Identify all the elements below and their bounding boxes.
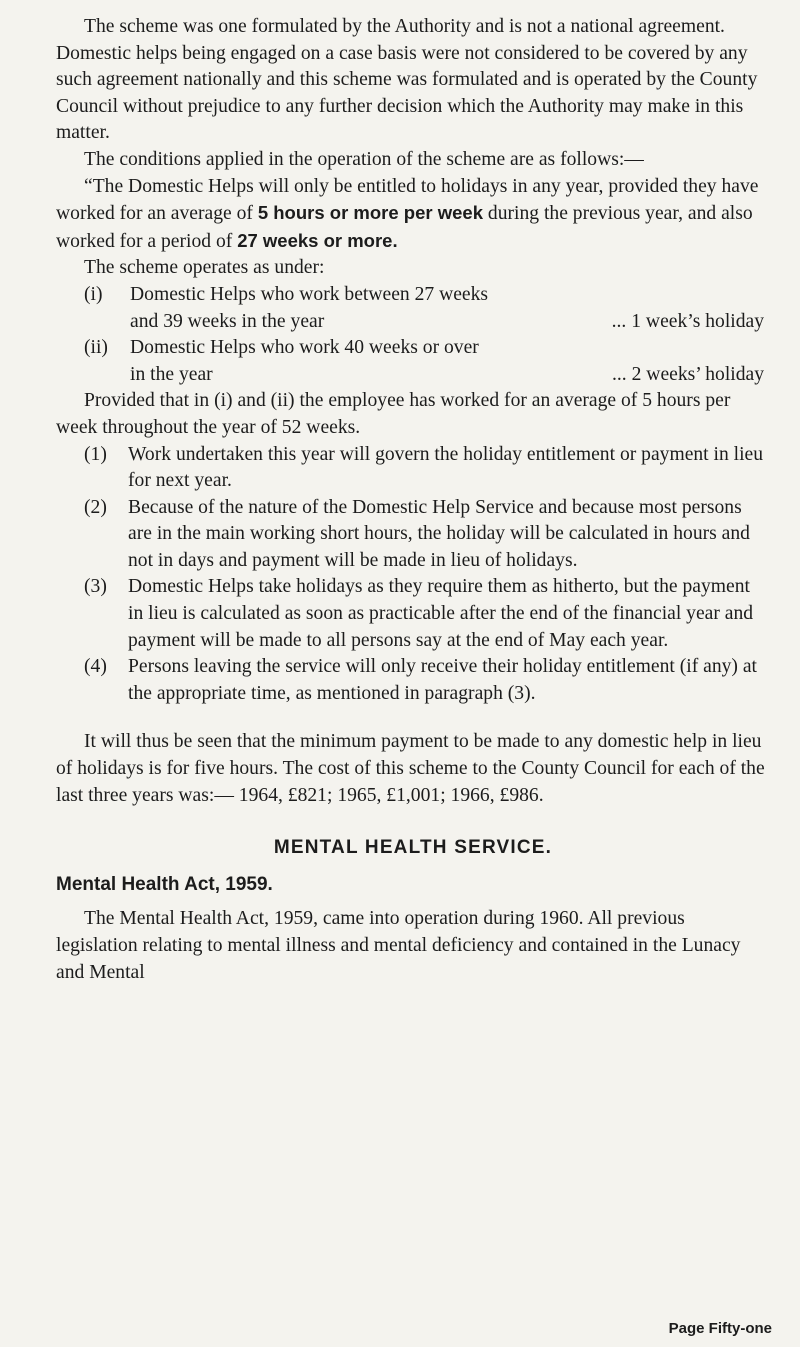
numbered-item xyxy=(56,574,770,654)
schedule-number: (i) xyxy=(84,283,103,305)
schedule-number: (ii) xyxy=(84,337,108,359)
section-heading: MENTAL HEALTH SERVICE. xyxy=(273,837,553,859)
schedule-holiday: ... 1 week’s holiday xyxy=(611,310,764,332)
numbered-item xyxy=(56,442,770,495)
paragraph-mental-health: The Mental Health Act, 1959, came into operation during 1960. All previous legislation relating to mental illness and mental deficiency and contained in the Lunacy and Mental xyxy=(56,908,741,983)
item-text: Persons leaving the service will only receive their holiday entitlement (if any) at the appropriate time, as mentioned in paragraph (3). xyxy=(128,656,757,704)
spacer xyxy=(56,707,770,729)
paragraph-cost: It will thus be seen that the minimum payment to be made to any domestic help in lieu of holidays is for five hours. The cost of this scheme to the County Council for each of the last three years was:— 1964, £821; 1965, £1,001; 1966, £986. xyxy=(56,731,765,806)
item-text: Work undertaken this year will govern the holiday entitlement or payment in lieu for next year. xyxy=(128,443,764,492)
page-number: Page Fifty-one xyxy=(668,1320,772,1337)
numbered-item xyxy=(56,654,770,707)
paragraph-operates-intro: The scheme operates as under: xyxy=(84,257,325,279)
page-body xyxy=(56,14,770,986)
schedule-line: Domestic Helps who work 40 weeks or over xyxy=(130,337,479,359)
schedule-item xyxy=(56,335,770,388)
item-text: Domestic Helps take holidays as they require them as hitherto, but the payment in lieu is calculated as soon as practicable after the end of the financial year and payment will be made to all persons say at the end of May each year. xyxy=(128,576,754,651)
entitlement-bold-weeks: 27 weeks or more. xyxy=(237,229,398,251)
item-text: Because of the nature of the Domestic Help Service and because most persons are in the main working short hours, the holiday will be calculated in hours and not in days and payment will be made in lieu of holidays. xyxy=(128,496,750,571)
entitlement-text-2: during the previous year, and also worked for a period of xyxy=(56,203,753,252)
item-number: (2) xyxy=(84,496,107,518)
item-number: (1) xyxy=(84,443,107,465)
item-number: (4) xyxy=(84,656,107,678)
entitlement-text-1: “The Domestic Helps will only be entitled to holidays in any year, provided they have worked for an average of xyxy=(56,175,759,225)
schedule-line: in the year xyxy=(130,363,213,385)
numbered-item xyxy=(56,495,770,575)
schedule-holiday: ... 2 weeks’ holiday xyxy=(612,363,764,385)
item-number: (3) xyxy=(84,576,107,598)
paragraph-scheme-origin: The scheme was one formulated by the Authority and is not a national agreement. Domestic helps being engaged on a case basis were not considered to be covered by any such agreement nationally and this scheme was formulated and is operated by the County Council without prejudice to any further decision which the Authority may make in this matter. xyxy=(56,16,758,144)
entitlement-bold-hours: 5 hours or more per week xyxy=(257,202,483,224)
schedule-item xyxy=(56,282,770,335)
paragraph-conditions-intro: The conditions applied in the operation of the scheme are as follows:— xyxy=(84,148,644,170)
section-subheading: Mental Health Act, 1959. xyxy=(56,873,273,895)
schedule-line: and 39 weeks in the year xyxy=(130,310,325,332)
schedule-line: Domestic Helps who work between 27 weeks xyxy=(130,283,489,305)
paragraph-proviso: Provided that in (i) and (ii) the employee has worked for an average of 5 hours per week throughout the year of 52 weeks. xyxy=(56,390,731,438)
paragraph-entitlement xyxy=(56,174,770,256)
